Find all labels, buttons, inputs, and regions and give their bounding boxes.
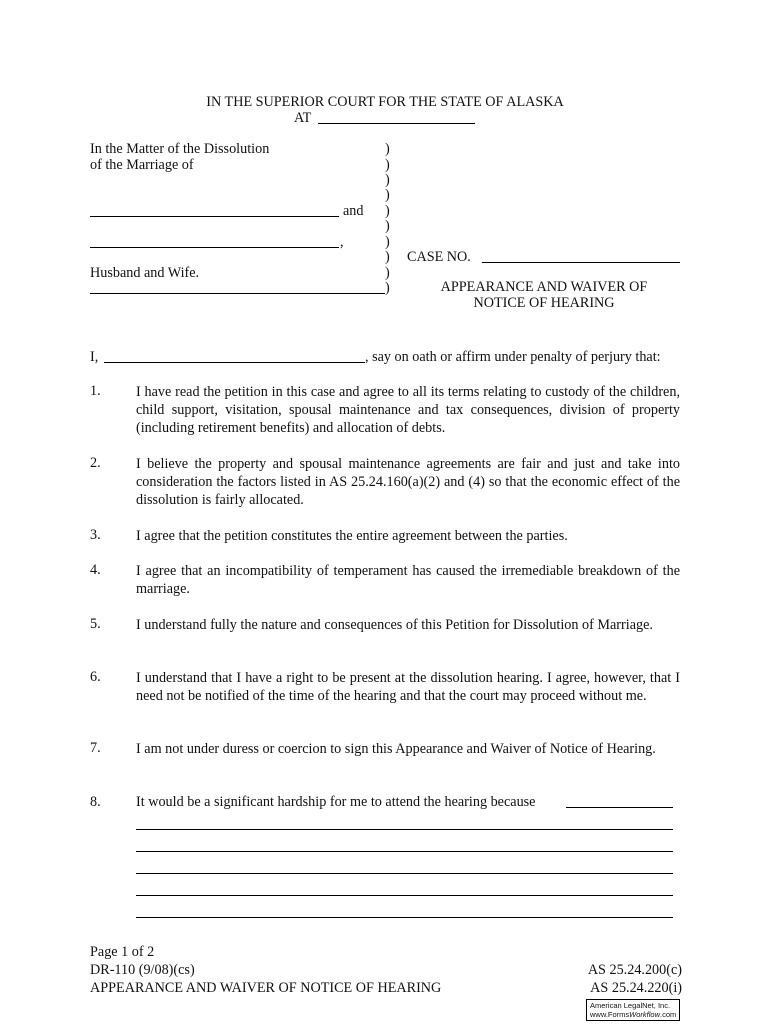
publisher-name: American LegalNet, Inc. (590, 1001, 671, 1010)
page-number: Page 1 of 2 (90, 944, 155, 960)
hardship-blank[interactable] (566, 807, 673, 808)
case-no-blank[interactable] (482, 262, 680, 263)
item-text: I am not under duress or coercion to sign this Appearance and Waiver of Notice of Hearing. (136, 741, 656, 757)
item-text: I understand fully the nature and consequences of this Petition for Dissolution of Marriage. (136, 617, 653, 633)
item-text: I agree that the petition constitutes the entire agreement between the parties. (136, 528, 568, 544)
item-number: 2. (90, 455, 101, 471)
paren: ) (385, 172, 390, 188)
court-heading: IN THE SUPERIOR COURT FOR THE STATE OF ALASKA (206, 94, 564, 110)
form-id: DR-110 (9/08)(cs) (90, 962, 195, 978)
hardship-line[interactable] (136, 917, 673, 918)
document-title-line-1: APPEARANCE AND WAIVER OF (440, 279, 648, 295)
matter-line-1: In the Matter of the Dissolution (90, 141, 270, 157)
statute-2: AS 25.24.220(i) (590, 980, 682, 996)
item-number: 5. (90, 616, 101, 632)
comma: , (340, 234, 344, 250)
item-number: 8. (90, 794, 101, 810)
paren: ) (385, 234, 390, 250)
hardship-line[interactable] (136, 829, 673, 830)
website-prefix: www.Forms (590, 1010, 630, 1019)
paren: ) (385, 218, 390, 234)
item-number: 7. (90, 740, 101, 756)
item-number: 4. (90, 562, 101, 578)
husband-and-wife: Husband and Wife. (90, 265, 200, 281)
oath-prefix: I, (90, 349, 99, 365)
hardship-line[interactable] (136, 851, 673, 852)
at-label: AT (294, 110, 312, 126)
oath-suffix: , say on oath or affirm under penalty of perjury that: (365, 349, 661, 365)
matter-line-2: of the Marriage of (90, 157, 194, 173)
case-no-label: CASE NO. (407, 249, 471, 265)
paren: ) (385, 265, 390, 281)
party1-blank[interactable] (90, 216, 339, 217)
publisher-stamp (586, 999, 680, 1021)
paren: ) (385, 249, 390, 265)
paren: ) (385, 280, 390, 296)
paren: ) (385, 157, 390, 173)
website-suffix: .com (660, 1010, 677, 1019)
at-blank[interactable] (318, 123, 475, 124)
form-title-footer: APPEARANCE AND WAIVER OF NOTICE OF HEARING (90, 980, 442, 996)
item-number: 3. (90, 527, 101, 543)
item-number: 1. (90, 383, 101, 399)
item-text: It would be a significant hardship for me to attend the hearing because (136, 794, 536, 810)
affiant-name-blank[interactable] (104, 362, 365, 363)
paren: ) (385, 187, 390, 203)
item-text: I believe the property and spousal maintenance agreements are fair and just and take into consideration the factors listed in AS 25.24.160(a)(2) and (4) so that the economic effect of the dissolution is fairly allocated. (136, 456, 680, 508)
publisher-website[interactable] (590, 1010, 676, 1019)
statute-1: AS 25.24.200(c) (587, 962, 682, 978)
party2-blank[interactable] (90, 247, 339, 248)
item-text: I agree that an incompatibility of temperament has caused the irremediable breakdown of the marriage. (136, 563, 680, 597)
caption-bottom-line (90, 293, 385, 294)
paren: ) (385, 141, 390, 157)
paren: ) (385, 203, 390, 219)
document-title-line-2: NOTICE OF HEARING (473, 295, 615, 311)
hardship-line[interactable] (136, 873, 673, 874)
item-text: I understand that I have a right to be present at the dissolution hearing. I agree, however, that I need not be notified of the time of the hearing and that the court may proceed without me. (136, 670, 680, 704)
website-italic: Workflow (629, 1010, 661, 1019)
and-label: and (343, 203, 364, 219)
item-number: 6. (90, 669, 101, 685)
hardship-line[interactable] (136, 895, 673, 896)
item-text: I have read the petition in this case and agree to all its terms relating to custody of the children, child support, visitation, spousal maintenance and tax consequences, division of property (including retirement benefits) and allocation of debts. (136, 384, 680, 436)
